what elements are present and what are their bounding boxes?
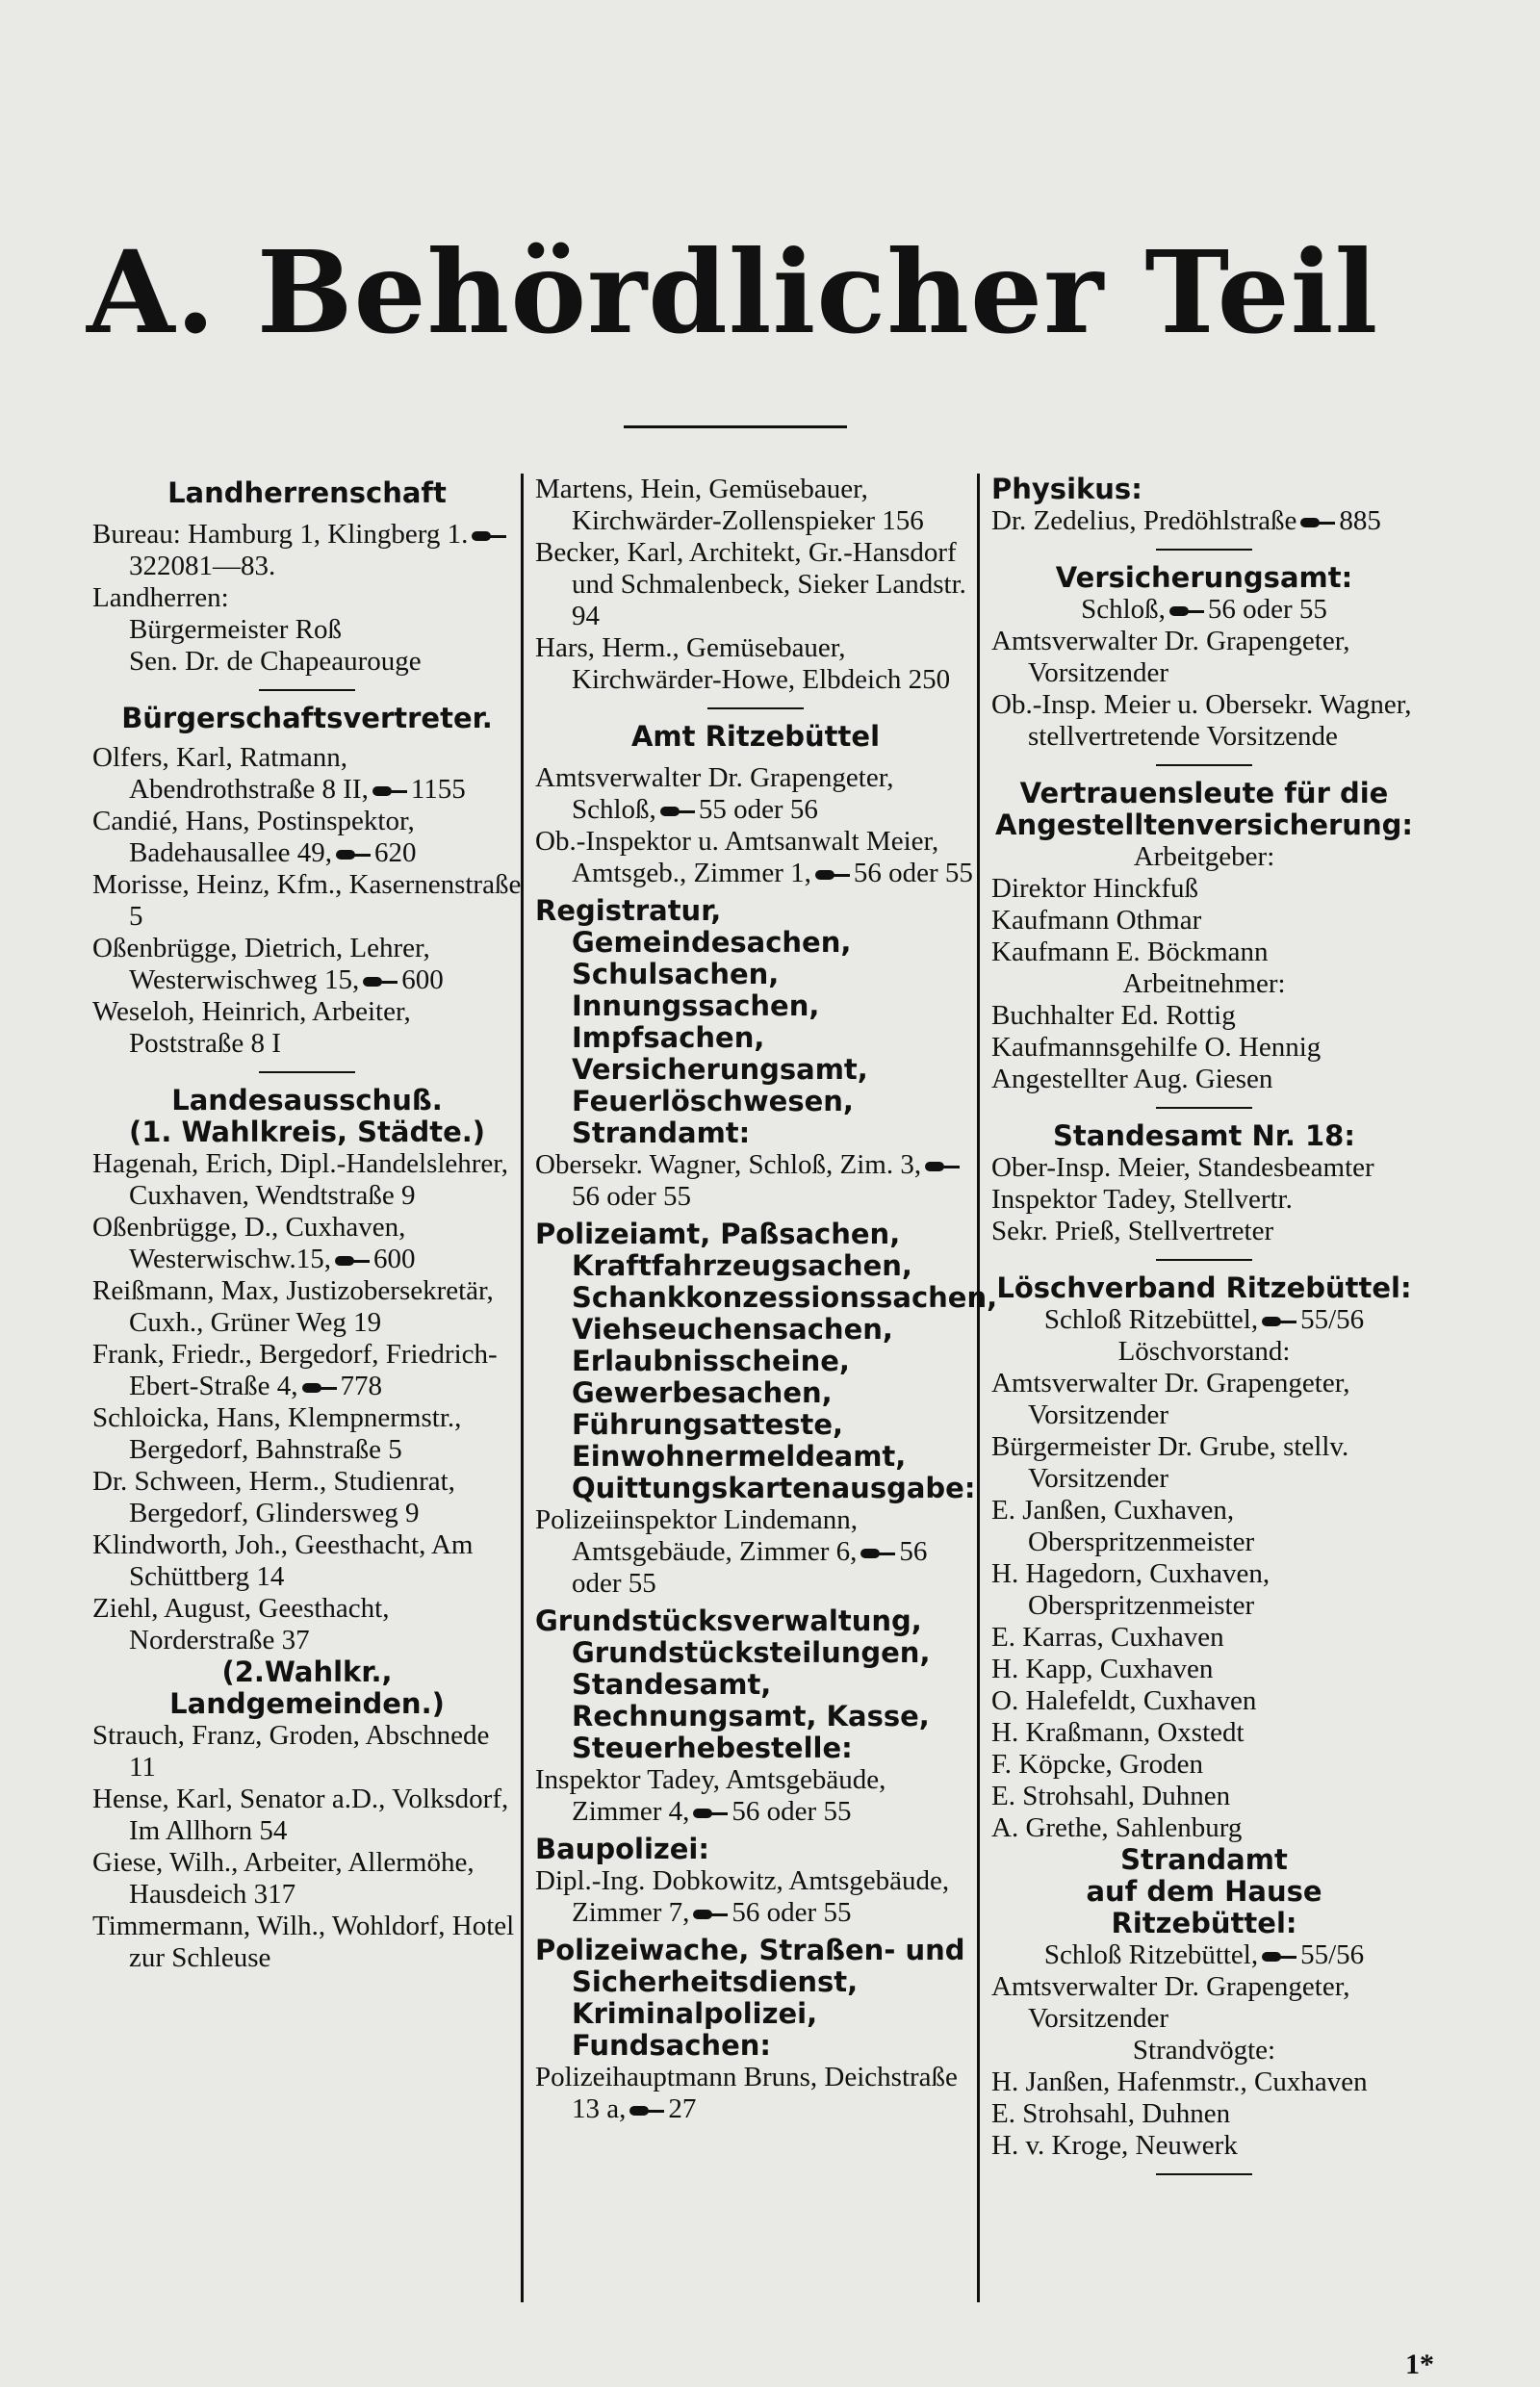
list-item: Kaufmann Othmar	[991, 905, 1202, 936]
page-title: A. Behördlicher Teil	[87, 225, 1379, 359]
bureau-phone: 322081—83.	[129, 551, 276, 581]
member-phone: 1155	[410, 774, 466, 805]
landherr-entry: Bürgermeister Roß	[129, 614, 342, 645]
official-phone: 56 oder 55	[853, 858, 973, 888]
official-text: Schloß Ritzebüttel,	[1043, 1939, 1259, 1970]
member-entry: Ziehl, August, Geesthacht, Norderstraße 37	[92, 1593, 390, 1656]
section-heading-strandamt: Strandamt	[1120, 1843, 1288, 1876]
official-phone: 55/56	[1300, 1304, 1365, 1335]
loeschvorstand-label: Löschvorstand:	[1117, 1336, 1291, 1367]
member-entry: Schloicka, Hans, Klempnermstr., Bergedorf, Bahnstraße 5	[92, 1402, 462, 1465]
divider-rule	[707, 707, 804, 709]
section-heading-loeschverband: Löschverband Ritzebüttel:	[996, 1271, 1412, 1304]
member-entry: Martens, Hein, Gemüsebauer, Kirchwärder-Zollenspieker 156	[535, 474, 924, 536]
section-heading-grundstuecksverwaltung: Grundstücksverwaltung, Grundstücksteilungen, Standesamt, Rechnungsamt, Kasse, Steuerhebestelle:	[535, 1604, 931, 1764]
official-entry: Sekr. Prieß, Stellvertreter	[991, 1216, 1274, 1246]
official-text: Schloß,	[1081, 594, 1166, 625]
official-phone: 55 oder 56	[698, 794, 818, 825]
list-item: E. Karras, Cuxhaven	[991, 1622, 1224, 1653]
phone-icon	[629, 2105, 664, 2117]
section-heading-physikus: Physikus:	[991, 473, 1142, 505]
phone-icon	[925, 1161, 960, 1172]
official-text: Schloß Ritzebüttel,	[1043, 1304, 1259, 1335]
official-text: Inspektor Tadey, Amtsgebäude, Zimmer 4,	[535, 1764, 886, 1827]
official-entry: Ober-Insp. Meier, Standesbeamter	[991, 1152, 1374, 1183]
member-entry	[92, 742, 522, 806]
list-item: H. Janßen, Hafenmstr., Cuxhaven	[991, 2066, 1368, 2097]
official-entry: Amtsverwalter Dr. Grapengeter, Vorsitzender	[991, 1971, 1350, 2034]
official-entry	[535, 762, 976, 826]
divider-rule	[1156, 1107, 1252, 1109]
official-entry: Ob.-Insp. Meier u. Obersekr. Wagner, stellvertretende Vorsitzende	[991, 689, 1412, 752]
official-phone: 27	[668, 2093, 697, 2124]
official-text: Dipl.-Ing. Dobkowitz, Amtsgebäude, Zimmer 7,	[535, 1865, 950, 1928]
list-item: O. Halefeldt, Cuxhaven	[991, 1685, 1257, 1716]
section-heading-polizeiwache: Polizeiwache, Straßen- und Sicherheitsdienst, Kriminalpolizei, Fundsachen:	[535, 1934, 965, 2062]
member-text: Oßenbrügge, Dietrich, Lehrer, Westerwischweg 15,	[92, 933, 430, 995]
member-entry	[92, 933, 522, 996]
phone-icon	[693, 1909, 728, 1920]
phone-icon	[1300, 517, 1335, 528]
list-item: Angestellter Aug. Giesen	[991, 1064, 1273, 1094]
list-item: Bürgermeister Dr. Grube, stellv. Vorsitzender	[991, 1431, 1349, 1494]
list-item: F. Köpcke, Groden	[991, 1749, 1203, 1780]
column-3	[991, 474, 1417, 2187]
section-heading-polizeiamt: Polizeiamt, Paßsachen, Kraftfahrzeugsachen, Schankkonzessionssachen, Viehseuchensachen, Erlaubnisscheine, Gewerbesachen, Führungsatteste, Einwohnermeldeamt, Quittungskartenausgabe:	[535, 1218, 998, 1504]
divider-rule	[1156, 1259, 1252, 1261]
member-phone: 600	[373, 1244, 416, 1274]
official-entry	[535, 826, 976, 889]
phone-icon	[1262, 1316, 1296, 1327]
column-2	[535, 474, 998, 2125]
phone-icon	[336, 849, 371, 860]
member-phone: 600	[401, 964, 444, 995]
wahlkreis-2-label: (2.Wahlkr., Landgemeinden.)	[169, 1656, 445, 1720]
column-divider-2	[977, 474, 980, 2302]
section-heading-baupolizei: Baupolizei:	[535, 1833, 709, 1865]
landherr-entry: Sen. Dr. de Chapeaurouge	[129, 646, 422, 677]
section-heading-vertrauensleute: Vertrauensleute für die Angestelltenversicherung:	[995, 777, 1413, 841]
wahlkreis-1-label: (1. Wahlkreis, Städte.)	[128, 1116, 486, 1148]
official-text: Polizeihauptmann Bruns, Deichstraße 13 a,	[535, 2062, 958, 2124]
section-heading-standesamt: Standesamt Nr. 18:	[1053, 1119, 1355, 1152]
official-entry	[991, 1304, 1417, 1336]
official-text: Amtsverwalter Dr. Grapengeter, Schloß,	[535, 762, 894, 825]
official-text: Ob.-Inspektor u. Amtsanwalt Meier, Amtsgeb., Zimmer 1,	[535, 826, 939, 888]
official-phone: 55/56	[1300, 1939, 1365, 1970]
section-heading-amt-ritzebuettel: Amt Ritzebüttel	[630, 720, 881, 753]
section-heading-versicherungsamt: Versicherungsamt:	[1055, 561, 1353, 594]
divider-rule	[1156, 549, 1252, 551]
phone-icon	[302, 1382, 337, 1394]
member-entry: Hagenah, Erich, Dipl.-Handelslehrer, Cuxhaven, Wendtstraße 9	[92, 1148, 509, 1211]
column-1	[92, 474, 522, 1974]
official-entry: Amtsverwalter Dr. Grapengeter, Vorsitzender	[991, 626, 1350, 688]
official-entry: Inspektor Tadey, Stellvertr.	[991, 1184, 1293, 1215]
section-heading-landherrenschaft: Landherrenschaft	[167, 476, 447, 509]
official-phone: 56 oder 55	[732, 1796, 852, 1827]
member-entry: Giese, Wilh., Arbeiter, Allermöhe, Hausdeich 317	[92, 1847, 475, 1910]
official-entry	[991, 1939, 1417, 1971]
official-phone: 56 oder 55	[1207, 594, 1327, 625]
official-phone: 56 oder 55	[732, 1897, 852, 1928]
divider-rule	[1156, 2173, 1252, 2175]
title-rule	[624, 425, 847, 428]
list-item: H. Kraßmann, Oxstedt	[991, 1717, 1245, 1748]
official-text: Polizeiinspektor Lindemann, Amtsgebäude, Zimmer 6,	[535, 1504, 859, 1567]
official-phone: 885	[1339, 505, 1381, 536]
official-entry	[535, 1504, 976, 1600]
bureau-text: Bureau: Hamburg 1, Klingberg 1.	[92, 519, 469, 550]
official-phone: 56 oder 55	[572, 1181, 692, 1212]
member-text: Frank, Friedr., Bergedorf, Friedrich-Ebert-Straße 4,	[92, 1339, 498, 1401]
phone-icon	[1262, 1951, 1296, 1963]
list-item: H. Hagedorn, Cuxhaven, Oberspritzenmeister	[991, 1558, 1270, 1621]
member-entry: Klindworth, Joh., Geesthacht, Am Schüttberg 14	[92, 1529, 474, 1592]
list-item: E. Janßen, Cuxhaven, Oberspritzenmeister	[991, 1495, 1255, 1557]
member-text: Candié, Hans, Postinspektor, Badehausallee 49,	[92, 806, 415, 868]
official-entry	[535, 1149, 976, 1213]
official-text: Obersekr. Wagner, Schloß, Zim. 3,	[535, 1149, 922, 1180]
arbeitgeber-label: Arbeitgeber:	[1133, 841, 1275, 872]
member-entry	[92, 806, 522, 869]
divider-rule	[259, 1071, 355, 1073]
member-phone: 778	[340, 1371, 383, 1401]
member-entry: Strauch, Franz, Groden, Abschnede 11	[92, 1720, 490, 1783]
member-entry: Morisse, Heinz, Kfm., Kasernenstraße 5	[92, 869, 522, 932]
official-phone: 56 oder 55	[572, 1536, 928, 1599]
list-item: Amtsverwalter Dr. Grapengeter, Vorsitzender	[991, 1368, 1350, 1430]
official-entry	[991, 594, 1417, 626]
landherren-label: Landherren:	[92, 582, 229, 613]
list-item: E. Strohsahl, Duhnen	[991, 1781, 1231, 1811]
official-text: Dr. Zedelius, Predöhlstraße	[991, 505, 1297, 536]
list-item: Kaufmann E. Böckmann	[991, 937, 1269, 967]
member-entry: Reißmann, Max, Justizobersekretär, Cuxh., Grüner Weg 19	[92, 1275, 494, 1338]
member-entry: Timmermann, Wilh., Wohldorf, Hotel zur Schleuse	[92, 1911, 515, 1973]
member-entry: Hense, Karl, Senator a.D., Volksdorf, Im Allhorn 54	[92, 1784, 509, 1846]
section-heading-buergerschaft: Bürgerschaftsvertreter.	[121, 702, 493, 734]
official-entry	[991, 505, 1417, 537]
phone-icon	[372, 785, 407, 797]
member-phone: 620	[373, 837, 417, 868]
official-entry	[535, 1865, 976, 1929]
phone-icon	[1169, 605, 1204, 617]
section-heading-registratur: Registratur, Gemeindesachen, Schulsachen, Innungssachen, Impfsachen, Versicherungsamt, Feuerlöschwesen, Strandamt:	[535, 894, 868, 1149]
list-item: H. Kapp, Cuxhaven	[991, 1654, 1214, 1684]
phone-icon	[815, 869, 850, 881]
phone-icon	[472, 530, 506, 542]
list-item: E. Strohsahl, Duhnen	[991, 2098, 1231, 2129]
list-item: A. Grethe, Sahlenburg	[991, 1812, 1243, 1843]
official-entry	[535, 1764, 976, 1828]
phone-icon	[860, 1548, 895, 1559]
official-entry	[535, 2062, 976, 2125]
bureau-entry	[92, 519, 522, 582]
page-number: 1*	[1405, 2348, 1434, 2380]
phone-icon	[693, 1808, 728, 1819]
divider-rule	[259, 689, 355, 691]
list-item: H. v. Kroge, Neuwerk	[991, 2130, 1238, 2161]
member-entry: Hars, Herm., Gemüsebauer, Kirchwärder-Howe, Elbdeich 250	[535, 632, 951, 695]
member-entry: Dr. Schween, Herm., Studienrat, Bergedorf, Glindersweg 9	[92, 1466, 455, 1528]
member-text: Olfers, Karl, Ratmann, Abendrothstraße 8 II,	[92, 742, 369, 805]
list-item: Kaufmannsgehilfe O. Hennig	[991, 1032, 1322, 1063]
strandvoegte-label: Strandvögte:	[1132, 2035, 1276, 2066]
arbeitnehmer-label: Arbeitnehmer:	[1122, 968, 1286, 999]
member-entry: Becker, Karl, Architekt, Gr.-Hansdorf und Schmalenbeck, Sieker Landstr. 94	[535, 537, 966, 631]
list-item: Direktor Hinckfuß	[991, 873, 1199, 904]
phone-icon	[660, 806, 695, 817]
phone-icon	[335, 1255, 370, 1267]
divider-rule	[1156, 764, 1252, 766]
member-entry	[92, 1339, 522, 1402]
strandamt-subheading: auf dem Hause Ritzebüttel:	[1086, 1875, 1322, 1939]
member-entry: Weseloh, Heinrich, Arbeiter, Poststraße 8 I	[92, 996, 411, 1059]
member-entry	[92, 1212, 522, 1275]
member-text: Oßenbrügge, D., Cuxhaven, Westerwischw.15,	[92, 1212, 406, 1274]
section-heading-landesausschuss: Landesausschuß.	[171, 1084, 443, 1116]
phone-icon	[363, 976, 398, 988]
list-item: Buchhalter Ed. Rottig	[991, 1000, 1236, 1031]
